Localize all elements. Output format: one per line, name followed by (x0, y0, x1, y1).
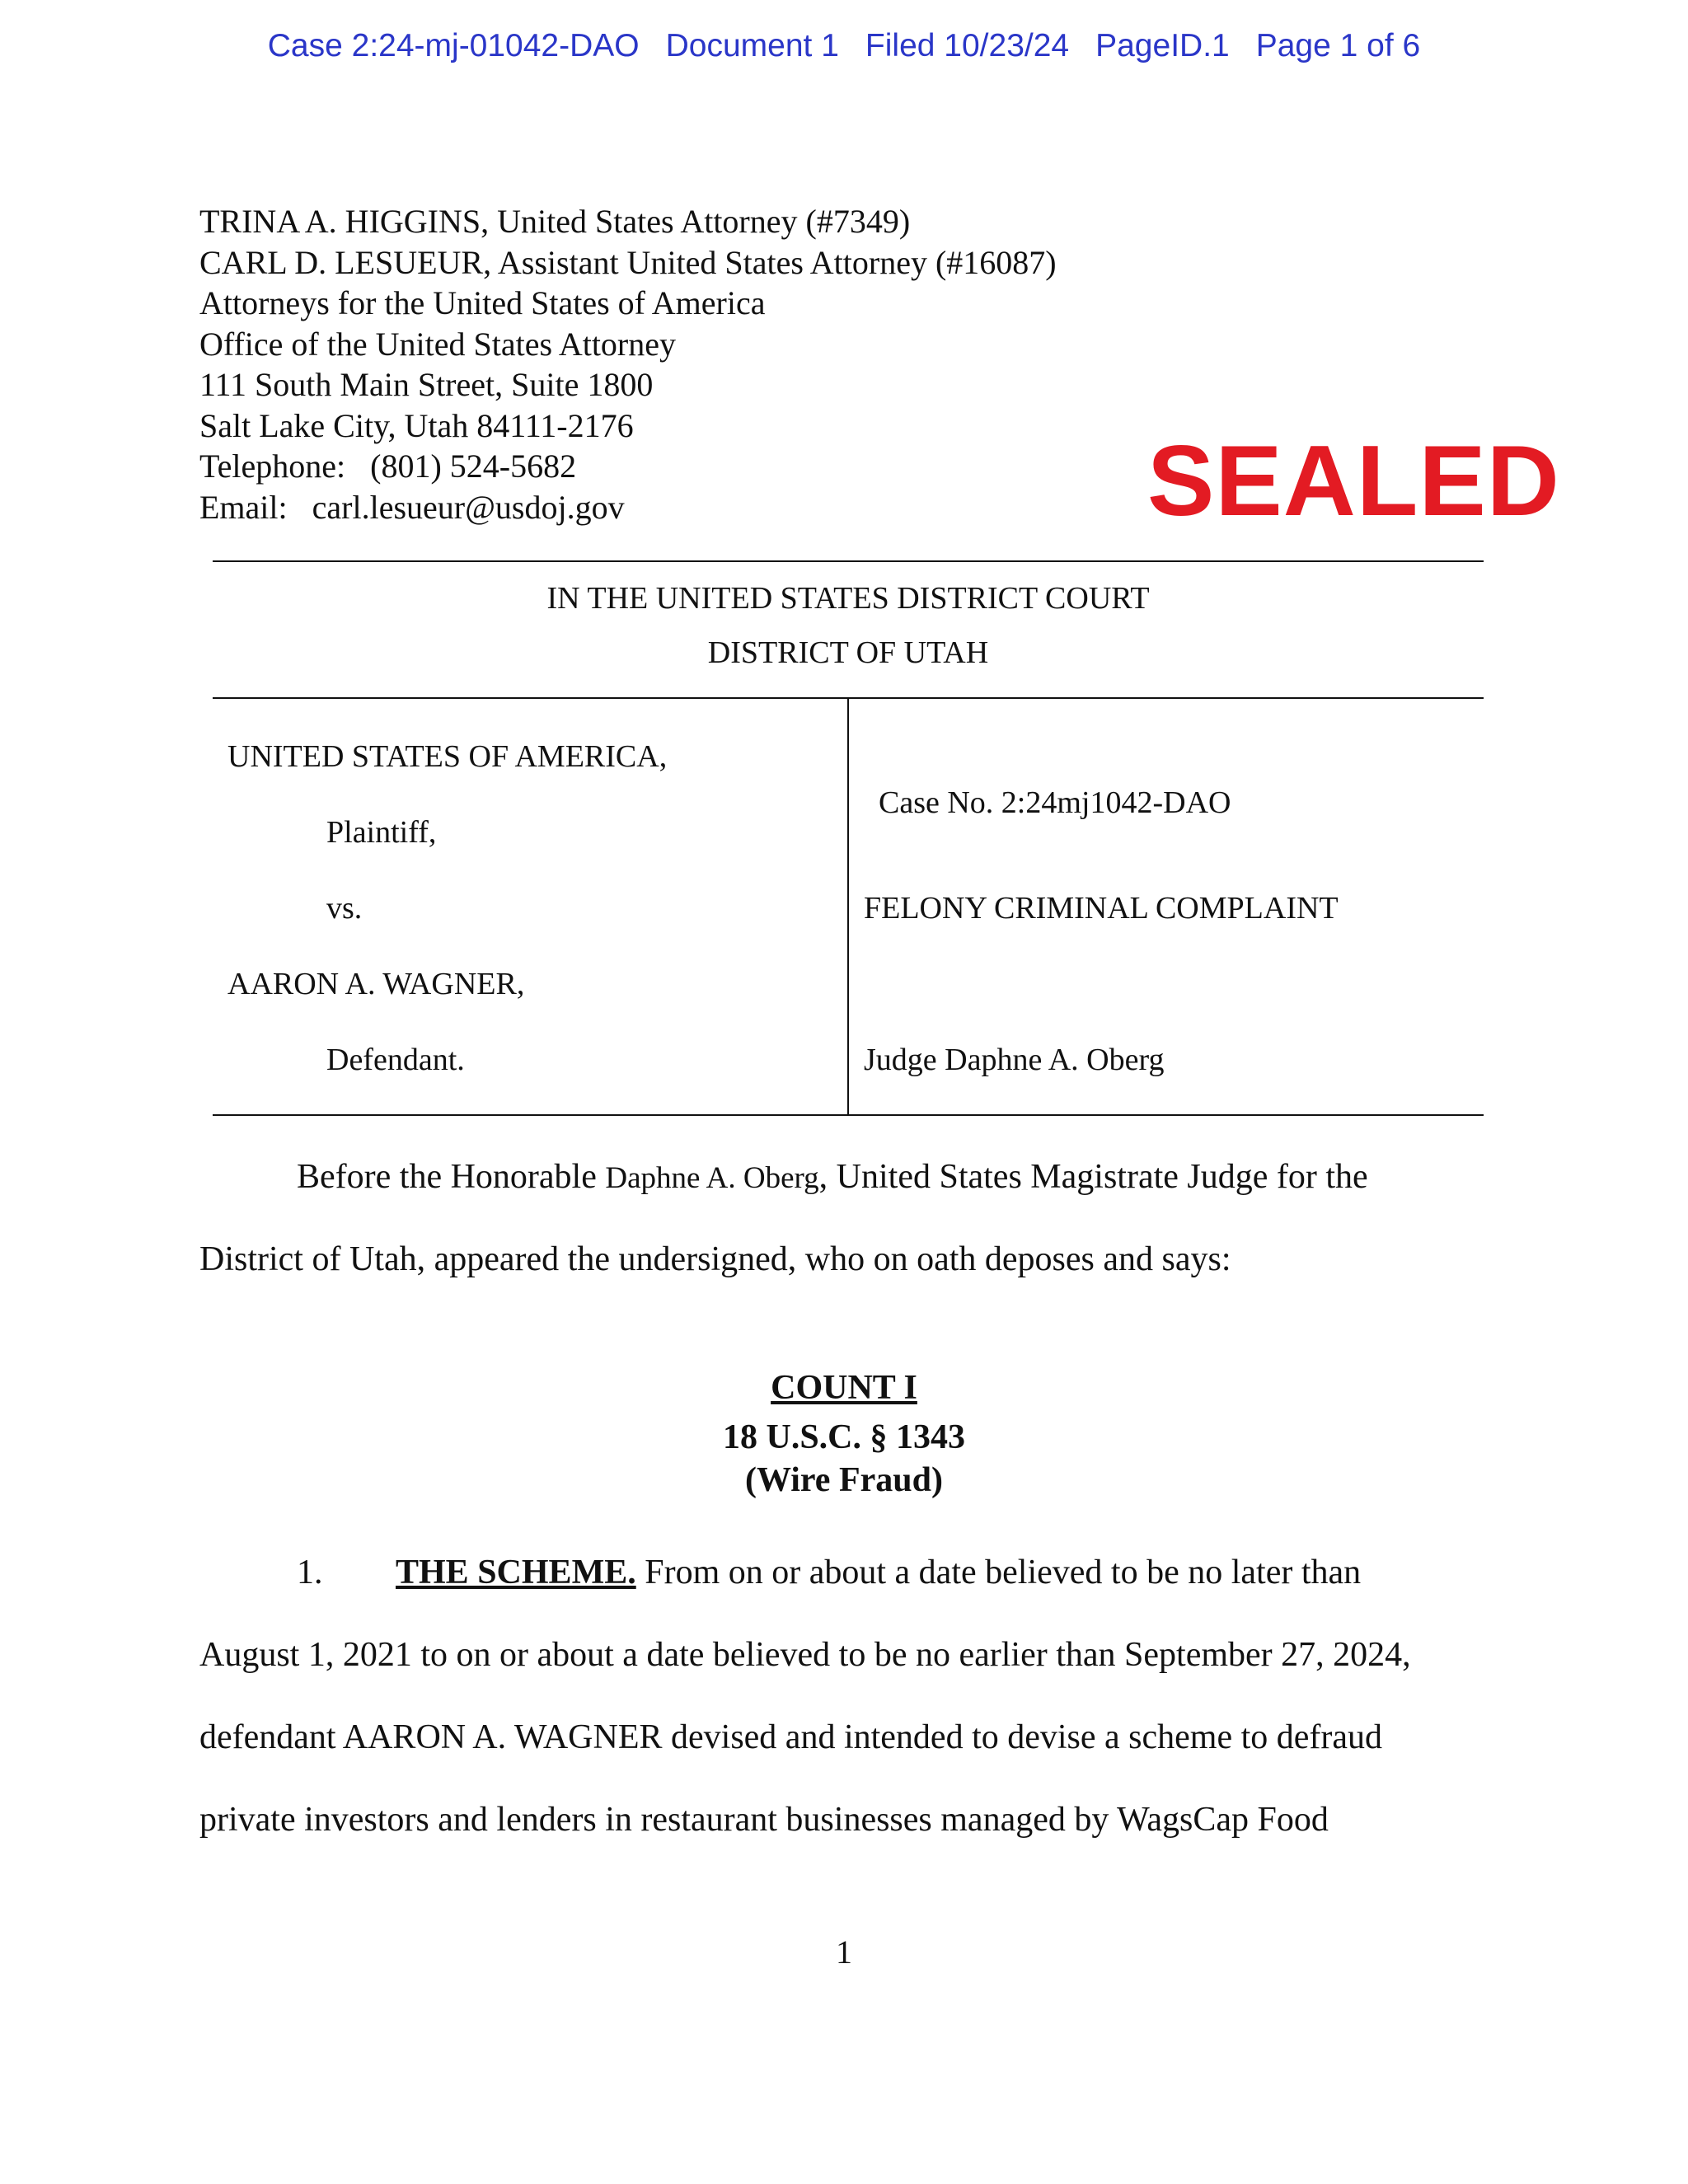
judge-name: Judge Daphne A. Oberg (864, 1043, 1165, 1077)
counsel-line: Salt Lake City, Utah 84111-2176 (199, 406, 634, 444)
defendant-role: Defendant. (326, 1043, 465, 1077)
intro-line-2: District of Utah, appeared the undersigned, who on oath deposes and says: (199, 1240, 1231, 1278)
counsel-line: Attorneys for the United States of America (199, 284, 766, 321)
caption-divider (847, 699, 849, 1114)
counsel-line: CARL D. LESUEUR, Assistant United States Attorney (#16087) (199, 243, 1057, 281)
pageid-header: PageID.1 (1095, 28, 1230, 63)
versus-label: vs. (326, 891, 363, 926)
paragraph-1-line-4: private investors and lenders in restaurant businesses managed by WagsCap Food (199, 1801, 1329, 1839)
paragraph-1-heading: THE SCHEME. (396, 1554, 636, 1591)
plaintiff-name: UNITED STATES OF AMERICA, (227, 739, 668, 774)
top-rule (213, 560, 1484, 562)
defendant-name: AARON A. WAGNER, (227, 967, 525, 1001)
intro-judge-name: Daphne A. Oberg (605, 1161, 819, 1195)
page-number: 1 (836, 1933, 852, 1971)
intro-line-1 (297, 1157, 1368, 1197)
counsel-line: 111 South Main Street, Suite 1800 (199, 366, 654, 403)
document-title: FELONY CRIMINAL COMPLAINT (864, 891, 1339, 926)
paragraph-1-line-2: August 1, 2021 to on or about a date believed to be no earlier than September 27, 2024, (199, 1636, 1411, 1674)
filed-date-header: Filed 10/23/24 (865, 28, 1070, 63)
counsel-line: Office of the United States Attorney (199, 325, 677, 363)
paragraph-1-number: 1. (297, 1554, 323, 1591)
paragraph-1-line-1 (396, 1553, 1361, 1592)
sealed-stamp: SEALED (1147, 424, 1560, 537)
caption-bottom-rule (213, 1114, 1484, 1116)
count-title: COUNT I (771, 1369, 917, 1407)
ecf-header (0, 28, 1688, 64)
counsel-block (199, 201, 1057, 527)
case-number: Case No. 2:24mj1042-DAO (879, 785, 1231, 820)
court-district: DISTRICT OF UTAH (707, 635, 989, 670)
count-statute: 18 U.S.C. § 1343 (722, 1418, 966, 1456)
paragraph-1-text: From on or about a date believed to be no later than (635, 1554, 1362, 1591)
page-count-header: Page 1 of 6 (1255, 28, 1421, 63)
counsel-line: TRINA A. HIGGINS, United States Attorney (#7349) (199, 203, 911, 240)
count-offense: (Wire Fraud) (745, 1461, 943, 1499)
intro-text: , United States Magistrate Judge for the (818, 1158, 1368, 1196)
document-number-header: Document 1 (665, 28, 839, 63)
court-name: IN THE UNITED STATES DISTRICT COURT (546, 581, 1150, 616)
case-number-header: Case 2:24-mj-01042-DAO (267, 28, 640, 63)
intro-text: Before the Honorable (297, 1158, 606, 1196)
paragraph-1-line-3: defendant AARON A. WAGNER devised and intended to devise a scheme to defraud (199, 1718, 1383, 1756)
counsel-line: Telephone: (801) 524-5682 (199, 448, 577, 485)
plaintiff-role: Plaintiff, (326, 815, 437, 850)
counsel-line: Email: carl.lesueur@usdoj.gov (199, 488, 625, 526)
